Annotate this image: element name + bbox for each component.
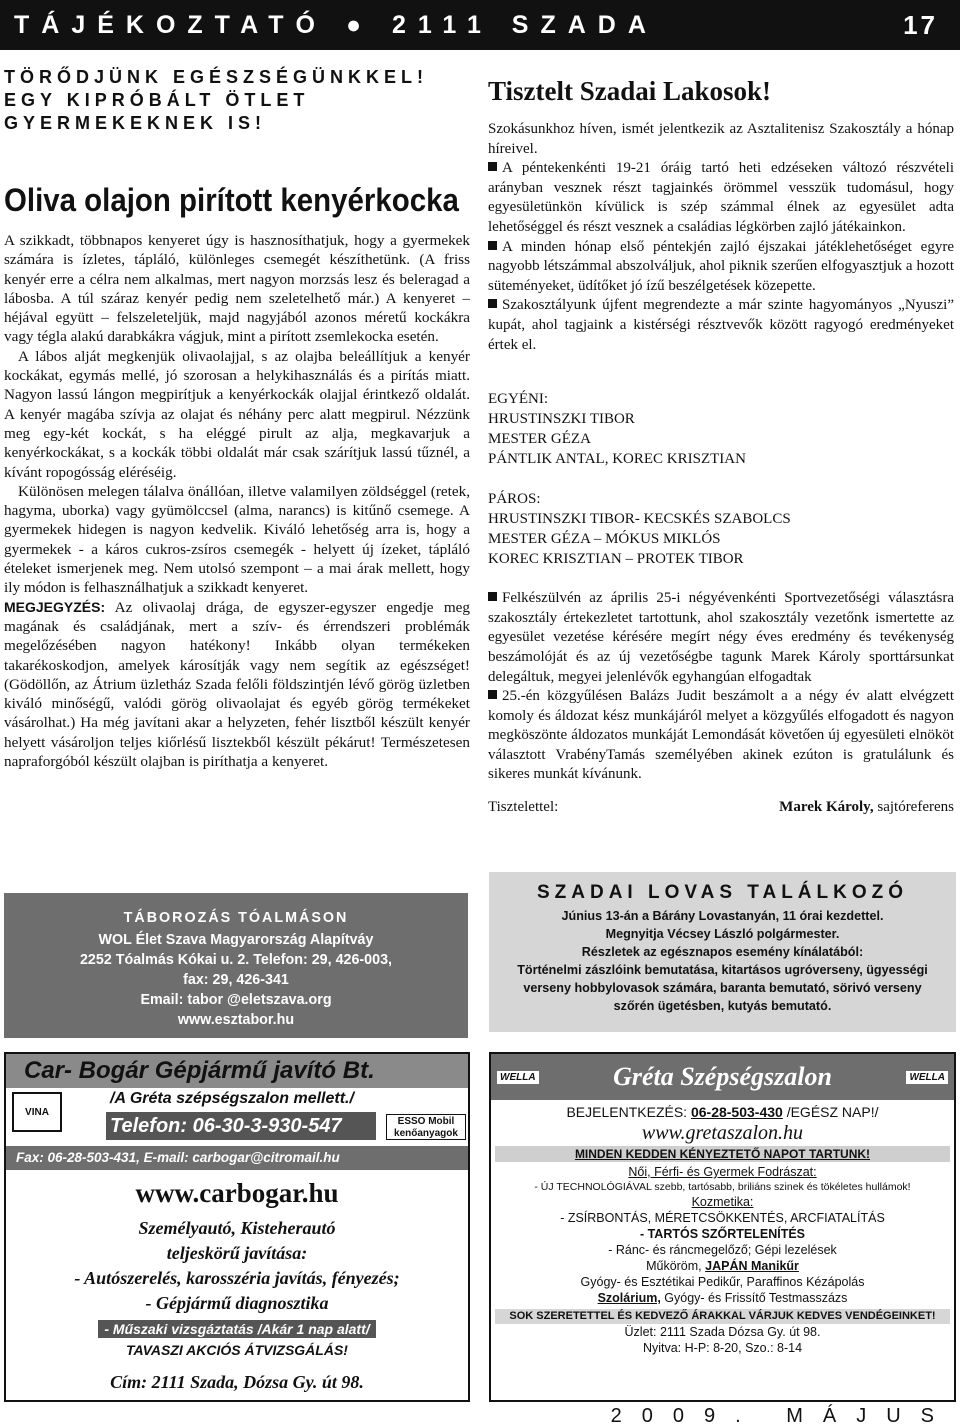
salon-hair-label: Női, Férfi- és Gyermek Fodrászat: (628, 1165, 817, 1179)
kicker-line: EGY KIPRÓBÁLT ÖTLET (4, 90, 310, 110)
result-item: MESTER GÉZA (488, 431, 591, 448)
article-headline: Oliva olajon pirított kenyérkocka (4, 182, 459, 218)
closing-author: Marek Károly, sajtóreferens (779, 799, 954, 816)
horse-line: Megnyitja Vécsey László polgármester. (605, 927, 840, 941)
salon-hours: Nyitva: H-P: 8-20, Szo.: 8-14 (642, 1341, 803, 1355)
square-bullet-icon (488, 690, 497, 699)
car-ad-subtitle: /A Gréta szépségszalon mellett./ (110, 1090, 354, 1107)
salon-cosmetics-label: Kozmetika: (691, 1195, 754, 1209)
letter-body-2 (488, 589, 954, 785)
car-ad-services (6, 1216, 468, 1359)
salon-cosmetics-text: - ZSÍRBONTÁS, MÉRETCSÖKKENTÉS, ARCFIATALÍTÁS (560, 1211, 885, 1225)
letter-intro: Szokásunkhoz híven, ismét jelentkezik az Asztalitenisz Szakosztály a hónap híreivel. (488, 121, 954, 157)
note-label: MEGJEGYZÉS: (4, 598, 106, 615)
car-ad-address: Cím: 2111 Szada, Dózsa Gy. út 98. (110, 1372, 364, 1392)
salon-extra: - Ránc- és ráncmegelőző; Gépi lezelések (608, 1243, 837, 1257)
page-number: 17 (903, 9, 938, 40)
salon-website: www.gretaszalon.hu (641, 1122, 804, 1144)
masthead (0, 0, 960, 50)
letter-body (488, 120, 954, 355)
horse-line: Történelmi zászlóink bemutatása, kitartásos ugróverseny, ügyességi (517, 963, 928, 977)
camp-line: WOL Élet Szava Magyarország Alapítváy (98, 932, 374, 948)
camp-line: fax: 29, 426-341 (183, 972, 289, 988)
result-item: PÁNTLIK ANTAL, KOREC KRISZTIAN (488, 451, 746, 468)
health-article (4, 66, 470, 771)
car-ad-promo: - Műszaki vizsgáztatás /Akár 1 nap alatt/ (98, 1320, 375, 1338)
issue-date: 2009. MÁJUS (610, 1405, 954, 1427)
service-line: teljeskörű javítása: (166, 1243, 308, 1263)
kicker-line: GYERMEKEKNEK IS! (4, 113, 267, 133)
wella-logo: WELLA (497, 1071, 539, 1084)
letter-signature (488, 799, 954, 816)
salon-banner: MINDEN KEDDEN KÉNYEZTETŐ NAPOT TARTUNK! (495, 1146, 950, 1162)
article-kicker (4, 66, 470, 135)
result-item: HRUSTINSZKI TIBOR- KECSKÉS SZABOLCS (488, 511, 791, 528)
square-bullet-icon (488, 162, 497, 171)
letter-title: Tisztelt Szadai Lakosok! (488, 76, 772, 106)
letter-bullet: A péntekenkénti 19-21 óráig tartó heti edzéseken változó részvételi arányban vesznek részt tagjainkés örömmel vesszük tudomásul, hogy egyesületünkön kívülick is szép számmal élnek az egyesület adta lehetőséggel és részt vesznek a családias légkörben zajló játékainkon. (488, 160, 954, 235)
letter-bullet: Felkészülvén az április 25-i négyévenkénti Sportvezetőségi választásra szakosztály értekezletet tartottunk, ahol szakosztály vezetőnk ismertette az egyesület vezetése kérésére megírt négy éves eredmény és tevékenység beszámolóját és az új vezetőségbe tagunk Marek Károly sporttársunkat delegáltuk, megyei jelenlévők egyhangúan elfogadtak (488, 590, 954, 685)
article-note (4, 598, 470, 772)
service-line: Személyautó, Kisteherautó (138, 1218, 336, 1238)
wella-logo: WELLA (906, 1071, 948, 1084)
results-list (488, 369, 954, 589)
horse-meeting-box (489, 872, 956, 1032)
camp-website: www.esztabor.hu (177, 1012, 295, 1028)
article-paragraph: Különösen melegen tálalva önállóan, illetve valamilyen zöldséggel (retek, hagyma, uborka) vagy gyümölccsel (alma, narancs) is kitűnő csemege. A gyermekek hidegen is nagyon kedvelik. Kiváló lehetőség arra is, hogy a gyermekek - a káros cukros-zsíros csemegék - helyett új ízeket, tápláló ételeket ismerjenek meg. Nem utolsó szempont – a mai árak mellett, hogy ily módon is felhasználhatjuk a szikkadt kenyeret. (4, 482, 470, 597)
result-item: MESTER GÉZA – MÓKUS MIKLÓS (488, 531, 721, 548)
result-item: HRUSTINSZKI TIBOR (488, 411, 635, 428)
car-repair-ad (4, 1052, 470, 1402)
camp-email: Email: tabor @eletszava.org (140, 992, 332, 1008)
article-paragraph: A szikkadt, többnapos kenyeret úgy is hasznosíthatjuk, hogy a gyermekek számára is ízletes, tápláló, különleges csemegét készíthetünk. (A friss kenyér erre a célra nem alkalmas, mert nagyon morzsás lesz és beleragad a lábosba. A túl száraz kenyér pedig nem szeletelhető már.) A kenyeret – héjával együtt – felszeleteljük, majd nagyjából azonos méretű kockákra vagy tégla alakú darabkákra vágjuk, mint a pirított zsemlekocka esetén. (4, 232, 470, 346)
table-tennis-article (488, 66, 954, 816)
closing-salutation: Tisztelettel: (488, 799, 559, 816)
salon-address: Üzlet: 2111 Szada Dózsa Gy. út 98. (624, 1325, 821, 1339)
salon-solarium: Szolárium, Gyógy- és Frissítő Testmasszázs (597, 1291, 848, 1305)
car-ad-website: www.carbogar.hu (135, 1178, 339, 1208)
car-ad-name: Car- Bogár Gépjármű javító Bt. (6, 1054, 468, 1088)
horse-line: Részletek az egésznapos esemény kínálatából: (581, 945, 864, 959)
doubles-label: PÁROS: (488, 491, 541, 508)
service-line: - Autószerelés, karosszéria javítás, fényezés; (74, 1268, 400, 1288)
horse-line: Június 13-án a Bárány Lovastanyán, 11 órai kezdettel. (561, 909, 884, 923)
kicker-line: TÖRŐDJÜNK EGÉSZSÉGÜNKKEL! (4, 67, 429, 87)
square-bullet-icon (488, 592, 497, 601)
singles-label: EGYÉNI: (488, 391, 548, 408)
square-bullet-icon (488, 241, 497, 250)
result-item: KOREC KRISZTIAN – PROTEK TIBOR (488, 551, 744, 568)
horse-line: szőrén ügetésben, kutyás bemutató. (613, 999, 832, 1013)
article-body (4, 231, 470, 771)
note-text: Az olivaolaj drága, de egyszer-egyszer engedje meg magának és családjának, mert a szív- és érrendszeri problémák megelőzésében nagyon hatékony! Inkább olyan termékeken takarékoskodjon, amelyek károsítják vagy nem segítik az egészséget! (Gödöllőn, az Átrium üzletház Szada felőli földszintjén lévő görög üzletben kiváló minőségű, valódi görög olivaolajat és egyéb görög termékeket vásárolhat.) Ha még javítani akar a helyzeten, fehér lisztből készült kenyér helyett vásároljon teljes kiőrlésű lisztekből készült pékárut! Természetesen napraforgóból készült olajban is piríthatja a kenyeret. (4, 598, 470, 771)
letter-bullet: A minden hónap első péntekjén zajló éjszakai játéklehetőséget egyre nagyobb létszámmal abszolváljuk, ahol piknik szerűen elfogyasztjuk a hozott süteményeket, üdítőket jó ízű beszélgetések közepette. (488, 238, 954, 294)
square-bullet-icon (488, 299, 497, 308)
article-paragraph: A lábos alját megkenjük olivaolajjal, s az olajba beleállítjuk a kenyér kockákat, egymás mellé, jó szorosan a helykihasználás és a pirítás miatt. Nagyon lassú lángon megpirítjuk a kenyérkockák olajjal érintkező oldalát. A kenyér magába szívja az olajat és néhány perc alatt megpirul. Nézzünk meg egy-két kockát, s ha eléggé pirult az alja, megkavarjuk a kenyérkockákat, s a kockák többi oldalát már csak szárítjuk lassú tűznél, a kívánt ropogósság eléréséig. (4, 347, 470, 481)
salon-header (491, 1054, 954, 1100)
car-ad-promo-2: TAVASZI AKCIÓS ÁTVIZSGÁLÁS! (126, 1342, 348, 1358)
salon-nails: Műköröm, JAPÁN Manikűr (646, 1259, 799, 1273)
salon-footer-banner: SOK SZERETETTEL ÉS KEDVEZŐ ÁRAKKAL VÁRJUK KEDVES VENDÉGEINKET! (495, 1309, 950, 1324)
salon-pedicure: Gyógy- és Esztétikai Pedikűr, Paraffinos Kézápolás (580, 1275, 865, 1289)
camp-notice-box (4, 893, 468, 1038)
camp-line: 2252 Tóalmás Kókai u. 2. Telefon: 29, 426-003, (79, 952, 393, 968)
camp-title: TÁBOROZÁS TÓALMÁSON (123, 910, 349, 926)
salon-name: Gréta Szépségszalon (613, 1062, 832, 1091)
esso-mobil-logo: ESSO Mobil kenőanyagok (386, 1114, 466, 1140)
car-ad-phone: Telefon: 06-30-3-930-547 (106, 1112, 376, 1140)
salon-details (491, 1100, 954, 1356)
beauty-salon-ad (489, 1052, 956, 1402)
salon-booking: BEJELENTKEZÉS: 06-28-503-430 /EGÉSZ NAP!/ (566, 1104, 879, 1120)
salon-hair-text: - ÚJ TECHNOLÓGIÁVAL szebb, tartósabb, briliáns szinek és tökéletes hullámok! (534, 1181, 911, 1193)
letter-bullet: Szakosztályunk újfent megrendezte a már szinte hagyományos „Nyuszi” kupát, ahol tagjaink a kistérségi résztvevők között ragyogó eredményeket értek el. (488, 297, 954, 353)
service-line: - Gépjármű diagnosztika (145, 1293, 329, 1313)
letter-bullet: 25.-én közgyűlésen Balázs Judit beszámolt a a négy év alatt elvégzett komoly és áldozat kész munkájáról melyet a közgyűlés elfogadott és nagyon megköszönte áldozatos munkáját Lemondását követően új egyesületi elnököt választott VrabényTamás személyében akinek ezúton is gratulálunk és sikeres munkát kívánunk. (488, 688, 954, 783)
horse-line: verseny hobbylovasok számára, baranta bemutató, sörivó verseny (523, 981, 922, 995)
car-ad-fax: Fax: 06-28-503-431, E-mail: carbogar@citromail.hu (6, 1146, 468, 1170)
salon-hair-removal: - TARTÓS SZŐRTELENÍTÉS (639, 1227, 806, 1241)
masthead-title: TÁJÉKOZTATÓ ● 2111 SZADA (14, 10, 658, 39)
horse-title: SZADAI LOVAS TALÁLKOZÓ (536, 882, 909, 903)
vina-logo: VINA (12, 1092, 62, 1132)
